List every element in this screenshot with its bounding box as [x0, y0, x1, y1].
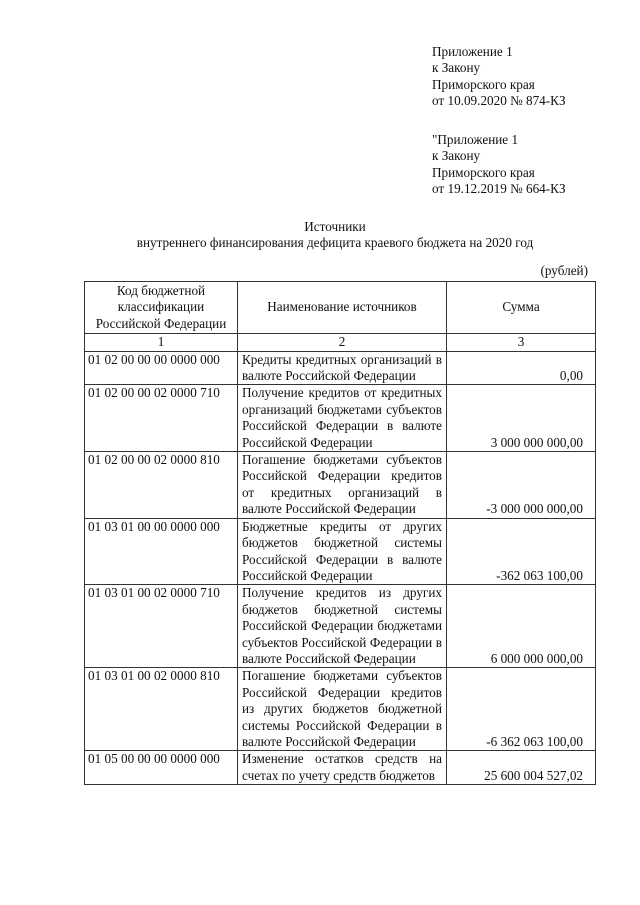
row-code: 01 02 00 00 00 0000 000 [85, 351, 238, 385]
table-row [85, 452, 596, 519]
appendix-header-current [432, 44, 632, 110]
appendix-law-ref: к Закону [432, 60, 481, 76]
table-row [85, 668, 596, 751]
appendix-date-number: от 10.09.2020 № 874-КЗ [432, 93, 566, 109]
table-row [85, 585, 596, 668]
document-title-line2: внутреннего финансирования дефицита краевого бюджета на 2020 год [136, 235, 534, 251]
column-number-row [85, 334, 596, 351]
row-code: 01 05 00 00 00 0000 000 [85, 751, 238, 785]
row-name: Получение кредитов из других бюджетов бюджетной системы Российской Федерации бюджетами субъектов Российской Федерации в валюте Российской Федерации [238, 585, 447, 668]
appendix-date-number: от 19.12.2019 № 664-КЗ [432, 181, 566, 197]
row-sum: -6 362 063 100,00 [447, 668, 596, 751]
row-code: 01 03 01 00 02 0000 710 [85, 585, 238, 668]
row-code: 01 03 01 00 02 0000 810 [85, 668, 238, 751]
document-title [0, 219, 640, 252]
row-name: Получение кредитов от кредитных организаций бюджетами субъектов Российской Федерации в валюте Российской Федерации [238, 385, 447, 452]
header-code: Код бюджетной классификации Российской Федерации [85, 282, 238, 334]
units-label: (рублей) [540, 263, 588, 278]
table-row [85, 385, 596, 452]
row-code: 01 02 00 00 02 0000 710 [85, 385, 238, 452]
row-name: Бюджетные кредиты от других бюджетов бюджетной системы Российской Федерации в валюте Российской Федерации [238, 518, 447, 585]
appendix-law-ref: к Закону [432, 148, 481, 164]
row-name: Погашение бюджетами субъектов Российской Федерации кредитов от кредитных организаций в валюте Российской Федерации [238, 452, 447, 519]
row-sum: 0,00 [447, 351, 596, 385]
appendix-title: Приложение 1 [432, 44, 513, 59]
table-row [85, 751, 596, 785]
column-number: 1 [85, 334, 238, 351]
row-code: 01 03 01 00 00 0000 000 [85, 518, 238, 585]
table-header-row [85, 282, 596, 334]
table-row [85, 351, 596, 385]
header-sum: Сумма [447, 282, 596, 334]
row-sum: 6 000 000 000,00 [447, 585, 596, 668]
row-sum: 3 000 000 000,00 [447, 385, 596, 452]
row-name: Кредиты кредитных организаций в валюте Российской Федерации [238, 351, 447, 385]
table-row [85, 518, 596, 585]
sources-table [84, 281, 596, 785]
column-number: 2 [238, 334, 447, 351]
document-title-line1: Источники [304, 219, 366, 234]
column-number: 3 [447, 334, 596, 351]
row-sum: -3 000 000 000,00 [447, 452, 596, 519]
appendix-region: Приморского края [432, 76, 535, 92]
appendix-title: "Приложение 1 [432, 132, 519, 147]
appendix-header-previous [432, 132, 632, 198]
row-name: Погашение бюджетами субъектов Российской Федерации кредитов из других бюджетов бюджетной системы Российской Федерации в валюте Российской Федерации [238, 668, 447, 751]
row-sum: -362 063 100,00 [447, 518, 596, 585]
header-name: Наименование источников [238, 282, 447, 334]
row-code: 01 02 00 00 02 0000 810 [85, 452, 238, 519]
row-name: Изменение остатков средств на счетах по учету средств бюджетов [238, 751, 447, 785]
row-sum: 25 600 004 527,02 [447, 751, 596, 785]
appendix-region: Приморского края [432, 164, 535, 180]
